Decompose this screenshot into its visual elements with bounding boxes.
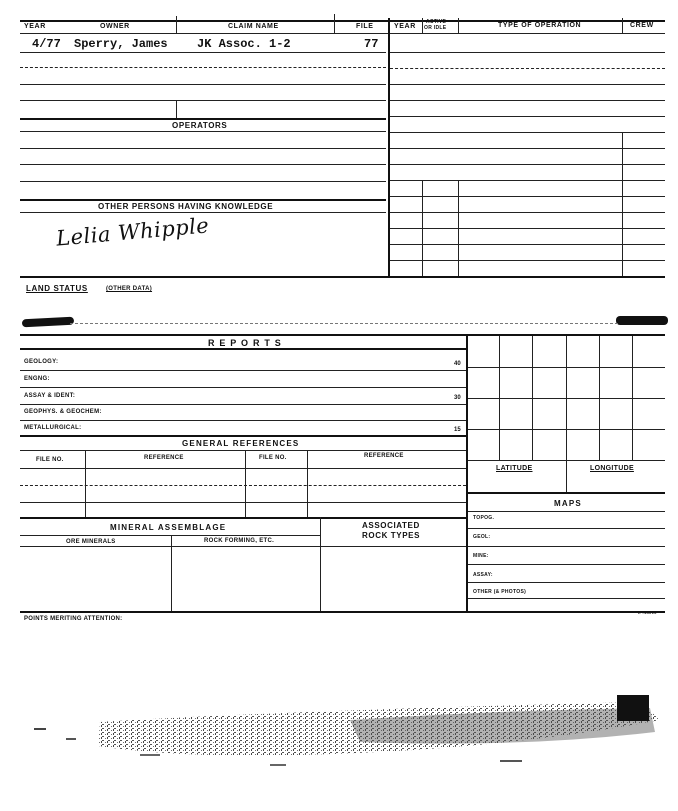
gr-col-file-no-2: FILE NO. xyxy=(259,455,287,461)
record-claim-name: JK Assoc. 1-2 xyxy=(197,37,291,51)
gr-col-file-no-1: FILE NO. xyxy=(36,457,64,463)
rock-forming-label: ROCK FORMING, ETC. xyxy=(204,538,275,544)
header-crew: CREW xyxy=(630,22,654,29)
associated-rock-types-line1: ASSOCIATED xyxy=(362,521,420,530)
report-assay-num: 30 xyxy=(454,395,461,401)
general-references-title: GENERAL REFERENCES xyxy=(182,439,300,448)
report-metallurgical-num: 15 xyxy=(454,427,461,433)
land-status-subtitle: (OTHER DATA) xyxy=(106,286,153,292)
scan-smudge xyxy=(0,680,678,790)
header-file: FILE xyxy=(356,23,374,30)
report-assay: ASSAY & IDENT: xyxy=(24,393,76,399)
header-owner: OWNER xyxy=(100,23,130,30)
latitude-label: LATITUDE xyxy=(496,465,533,472)
form-number: IP-14015 xyxy=(638,610,657,615)
report-geology-num: 40 xyxy=(454,361,461,367)
points-meriting-attention: POINTS MERITING ATTENTION: xyxy=(24,616,123,622)
mineral-assemblage-title: MINERAL ASSEMBLAGE xyxy=(110,523,227,532)
header-year: YEAR xyxy=(24,23,46,30)
dark-mark-right xyxy=(616,316,668,325)
header-active-idle-1: ACTIVE xyxy=(426,19,447,25)
ore-minerals-label: ORE MINERALS xyxy=(66,539,116,545)
report-metallurgical: METALLURGICAL: xyxy=(24,425,82,431)
map-geol: GEOL: xyxy=(473,534,491,540)
report-geology: GEOLOGY: xyxy=(24,359,59,365)
report-geophys: GEOPHYS. & GEOCHEM: xyxy=(24,409,102,415)
signature-other-person: Lelia Whipple xyxy=(55,213,211,251)
report-engng: ENGNG: xyxy=(24,376,50,382)
operators-title: OPERATORS xyxy=(172,121,228,130)
longitude-label: LONGITUDE xyxy=(590,465,634,472)
maps-title: MAPS xyxy=(554,499,582,508)
header-claim-name: CLAIM NAME xyxy=(228,23,279,30)
header-type-of-operation: TYPE OF OPERATION xyxy=(498,22,582,29)
map-mine: MINE: xyxy=(473,553,489,559)
record-year: 4/77 xyxy=(32,37,61,51)
header-year-right: YEAR xyxy=(394,23,416,30)
header-active-idle-2: OR IDLE xyxy=(424,25,447,31)
gr-col-reference-1: REFERENCE xyxy=(144,455,184,461)
associated-rock-types-line2: ROCK TYPES xyxy=(362,531,421,540)
land-status-title: LAND STATUS xyxy=(26,284,88,293)
gr-col-reference-2: REFERENCE xyxy=(364,453,404,459)
map-topog: TOPOG. xyxy=(473,515,495,521)
dark-mark-left xyxy=(22,317,74,328)
map-assay: ASSAY: xyxy=(473,572,493,578)
map-other-photos: OTHER (& PHOTOS) xyxy=(473,589,527,595)
record-owner: Sperry, James xyxy=(74,37,168,51)
record-file: 77 xyxy=(364,37,379,51)
reports-title: R E P O R T S xyxy=(208,338,282,348)
other-persons-title: OTHER PERSONS HAVING KNOWLEDGE xyxy=(98,202,274,211)
